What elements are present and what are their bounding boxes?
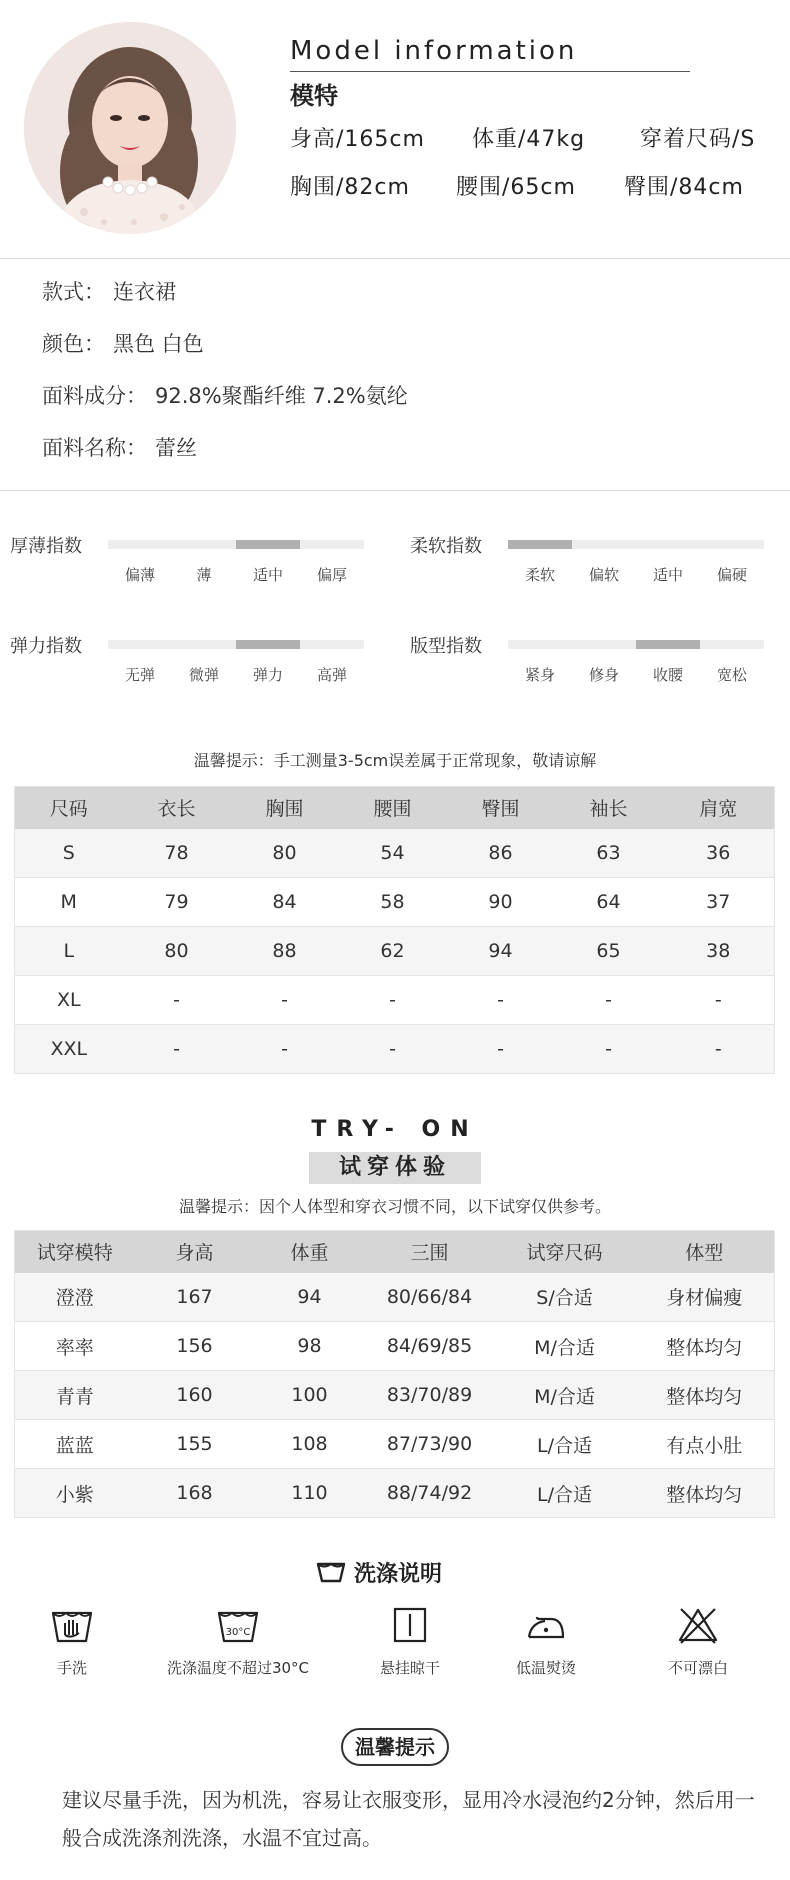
table-cell: M/合适 — [495, 1371, 635, 1420]
spec-value: 黑色 白色 — [113, 332, 204, 356]
wash-tub-icon — [316, 1560, 346, 1590]
table-cell: 84/69/85 — [365, 1322, 495, 1371]
table-cell: 58 — [339, 878, 447, 927]
index-option: 偏软 — [588, 566, 619, 584]
hand-wash-icon — [49, 1605, 95, 1645]
table-row — [15, 1420, 775, 1469]
table-cell: 84 — [231, 878, 339, 927]
spec-label: 颜色： — [42, 332, 105, 356]
wash-label: 不可漂白 — [667, 1659, 728, 1677]
hang-dry-icon — [387, 1605, 433, 1645]
index-option: 弹力 — [252, 666, 283, 684]
table-cell: 88 — [231, 927, 339, 976]
table-cell: 80 — [123, 927, 231, 976]
index-option: 紧身 — [524, 666, 555, 684]
spec-fabric-composition — [42, 380, 408, 410]
table-header-row — [15, 787, 775, 829]
index-track — [108, 540, 364, 549]
index-option: 偏厚 — [316, 566, 347, 584]
index-option: 收腰 — [652, 666, 683, 684]
table-cell: 108 — [255, 1420, 365, 1469]
tryon-note: 温馨提示：因个人体型和穿衣习惯不同，以下试穿仅供参考。 — [178, 1197, 611, 1216]
table-cell: 整体均匀 — [635, 1371, 775, 1420]
index-option: 微弹 — [188, 666, 219, 684]
table-cell: - — [231, 976, 339, 1025]
table-cell: 36 — [663, 829, 775, 878]
table-row — [15, 1025, 775, 1074]
column-header: 身高 — [135, 1231, 255, 1273]
table-cell: XL — [15, 976, 123, 1025]
table-row — [15, 1371, 775, 1420]
wash-item-no-bleach — [618, 1605, 778, 1678]
table-cell: - — [447, 1025, 555, 1074]
spec-color — [42, 328, 204, 358]
table-cell: L/合适 — [495, 1469, 635, 1518]
model-info-title: Model information — [290, 36, 578, 66]
model-height: 身高/165cm — [290, 127, 425, 152]
wash-30-icon — [215, 1605, 261, 1645]
table-row — [15, 878, 775, 927]
table-cell: 身材偏瘦 — [635, 1273, 775, 1322]
table-cell: 90 — [447, 878, 555, 927]
table-cell: 78 — [123, 829, 231, 878]
table-cell: L — [15, 927, 123, 976]
model-waist: 腰围/65cm — [456, 175, 576, 200]
table-row — [15, 1322, 775, 1371]
index-label: 版型指数 — [410, 636, 482, 657]
table-cell: 100 — [255, 1371, 365, 1420]
table-cell: S — [15, 829, 123, 878]
model-bust: 胸围/82cm — [290, 175, 410, 200]
column-header: 臀围 — [447, 787, 555, 829]
table-row — [15, 927, 775, 976]
table-cell: 94 — [447, 927, 555, 976]
table-cell: 80/66/84 — [365, 1273, 495, 1322]
index-option: 适中 — [652, 566, 683, 584]
table-cell: 80 — [231, 829, 339, 878]
table-cell: 98 — [255, 1322, 365, 1371]
table-row — [15, 976, 775, 1025]
table-cell: 37 — [663, 878, 775, 927]
table-cell: M/合适 — [495, 1322, 635, 1371]
wash-item-temperature — [158, 1605, 318, 1678]
index-selected-segment — [236, 640, 300, 649]
spec-fabric-name — [42, 432, 197, 462]
table-cell: 168 — [135, 1469, 255, 1518]
table-cell: S/合适 — [495, 1273, 635, 1322]
index-track — [508, 640, 764, 649]
index-label: 柔软指数 — [410, 536, 482, 557]
column-header: 试穿尺码 — [495, 1231, 635, 1273]
model-size: 穿着尺码/S — [640, 127, 756, 152]
spec-style — [42, 276, 176, 306]
column-header: 体重 — [255, 1231, 365, 1273]
table-cell: - — [555, 1025, 663, 1074]
table-cell: 86 — [447, 829, 555, 878]
index-option: 无弹 — [124, 666, 155, 684]
index-option: 偏硬 — [716, 566, 747, 584]
table-cell: - — [663, 976, 775, 1025]
table-cell: - — [447, 976, 555, 1025]
model-hip: 臀围/84cm — [624, 175, 744, 200]
size-table — [14, 786, 775, 1074]
tryon-title-en: TRY- ON — [311, 1117, 479, 1142]
wash-label: 低温熨烫 — [515, 1659, 576, 1677]
spec-label: 面料名称： — [42, 436, 147, 460]
spec-label: 面料成分： — [42, 384, 147, 408]
table-cell: 87/73/90 — [365, 1420, 495, 1469]
table-cell: 率率 — [15, 1322, 135, 1371]
index-track — [508, 540, 764, 549]
index-label: 弹力指数 — [10, 636, 82, 657]
tips-badge: 温馨提示 — [341, 1728, 449, 1766]
spec-label: 款式： — [42, 280, 105, 304]
table-cell: - — [555, 976, 663, 1025]
column-header: 腰围 — [339, 787, 447, 829]
model-label: 模特 — [290, 82, 338, 110]
table-cell: - — [339, 1025, 447, 1074]
column-header: 袖长 — [555, 787, 663, 829]
table-cell: 65 — [555, 927, 663, 976]
index-option: 高弹 — [316, 666, 347, 684]
index-track — [108, 640, 364, 649]
no-bleach-icon — [675, 1605, 721, 1645]
table-cell: 62 — [339, 927, 447, 976]
table-cell: L/合适 — [495, 1420, 635, 1469]
size-table-note: 温馨提示：手工测量3-5cm误差属于正常现象，敬请谅解 — [193, 751, 597, 770]
table-cell: 160 — [135, 1371, 255, 1420]
column-header: 胸围 — [231, 787, 339, 829]
table-cell: 整体均匀 — [635, 1322, 775, 1371]
table-cell: 小紫 — [15, 1469, 135, 1518]
index-option: 柔软 — [524, 566, 555, 584]
table-cell: - — [231, 1025, 339, 1074]
table-cell: 156 — [135, 1322, 255, 1371]
table-cell: 蓝蓝 — [15, 1420, 135, 1469]
table-header-row — [15, 1231, 775, 1273]
table-cell: 88/74/92 — [365, 1469, 495, 1518]
spec-value: 连衣裙 — [113, 280, 176, 304]
table-cell: 有点小肚 — [635, 1420, 775, 1469]
table-row — [15, 1469, 775, 1518]
title-underline — [290, 71, 690, 72]
wash-label: 悬挂晾干 — [379, 1659, 440, 1677]
table-cell: 整体均匀 — [635, 1469, 775, 1518]
column-header: 试穿模特 — [15, 1231, 135, 1273]
index-selected-segment — [508, 540, 572, 549]
table-row — [15, 1273, 775, 1322]
spec-value: 蕾丝 — [155, 436, 197, 460]
model-weight: 体重/47kg — [472, 127, 586, 152]
table-cell: 94 — [255, 1273, 365, 1322]
table-cell: - — [123, 976, 231, 1025]
table-cell: 澄澄 — [15, 1273, 135, 1322]
section-divider — [0, 490, 790, 491]
table-cell: - — [663, 1025, 775, 1074]
tips-text: 建议尽量手洗，因为机洗，容易让衣服变形，显用冷水浸泡约2分钟，然后用一般合成洗涤剂洗涤，水温不宜过高。 — [62, 1788, 755, 1850]
index-option: 适中 — [252, 566, 283, 584]
low-iron-icon — [523, 1605, 569, 1645]
spec-value: 92.8%聚酯纤维 7.2%氨纶 — [155, 384, 408, 408]
table-cell: 63 — [555, 829, 663, 878]
column-header: 尺码 — [15, 787, 123, 829]
column-header: 体型 — [635, 1231, 775, 1273]
column-header: 三围 — [365, 1231, 495, 1273]
index-option: 偏薄 — [124, 566, 155, 584]
wash-item-hand-wash — [0, 1605, 152, 1678]
index-option: 宽松 — [716, 666, 747, 684]
model-info-section — [0, 0, 790, 258]
wash-temp-text: 30°C — [225, 1627, 251, 1638]
table-cell: 54 — [339, 829, 447, 878]
table-cell: 167 — [135, 1273, 255, 1322]
table-cell: - — [123, 1025, 231, 1074]
wash-instructions-title — [316, 1557, 442, 1590]
section-divider — [0, 258, 790, 259]
table-cell: - — [339, 976, 447, 1025]
table-cell: 64 — [555, 878, 663, 927]
table-cell: 83/70/89 — [365, 1371, 495, 1420]
tryon-table — [14, 1230, 775, 1518]
tryon-title-zh: 试穿体验 — [309, 1152, 481, 1184]
index-label: 厚薄指数 — [10, 536, 82, 557]
table-row — [15, 829, 775, 878]
wash-item-low-iron — [466, 1605, 626, 1678]
index-selected-segment — [236, 540, 300, 549]
table-cell: 155 — [135, 1420, 255, 1469]
table-cell: 79 — [123, 878, 231, 927]
table-cell: 青青 — [15, 1371, 135, 1420]
column-header: 衣长 — [123, 787, 231, 829]
wash-label: 手洗 — [56, 1659, 87, 1677]
table-cell: 38 — [663, 927, 775, 976]
model-photo — [24, 22, 236, 234]
index-option: 修身 — [588, 666, 619, 684]
index-selected-segment — [636, 640, 700, 649]
column-header: 肩宽 — [663, 787, 775, 829]
table-cell: 110 — [255, 1469, 365, 1518]
wash-title-text: 洗涤说明 — [354, 1562, 443, 1587]
table-cell: M — [15, 878, 123, 927]
index-option: 薄 — [196, 566, 212, 584]
table-cell: XXL — [15, 1025, 123, 1074]
wash-label: 洗涤温度不超过30°C — [166, 1659, 310, 1677]
